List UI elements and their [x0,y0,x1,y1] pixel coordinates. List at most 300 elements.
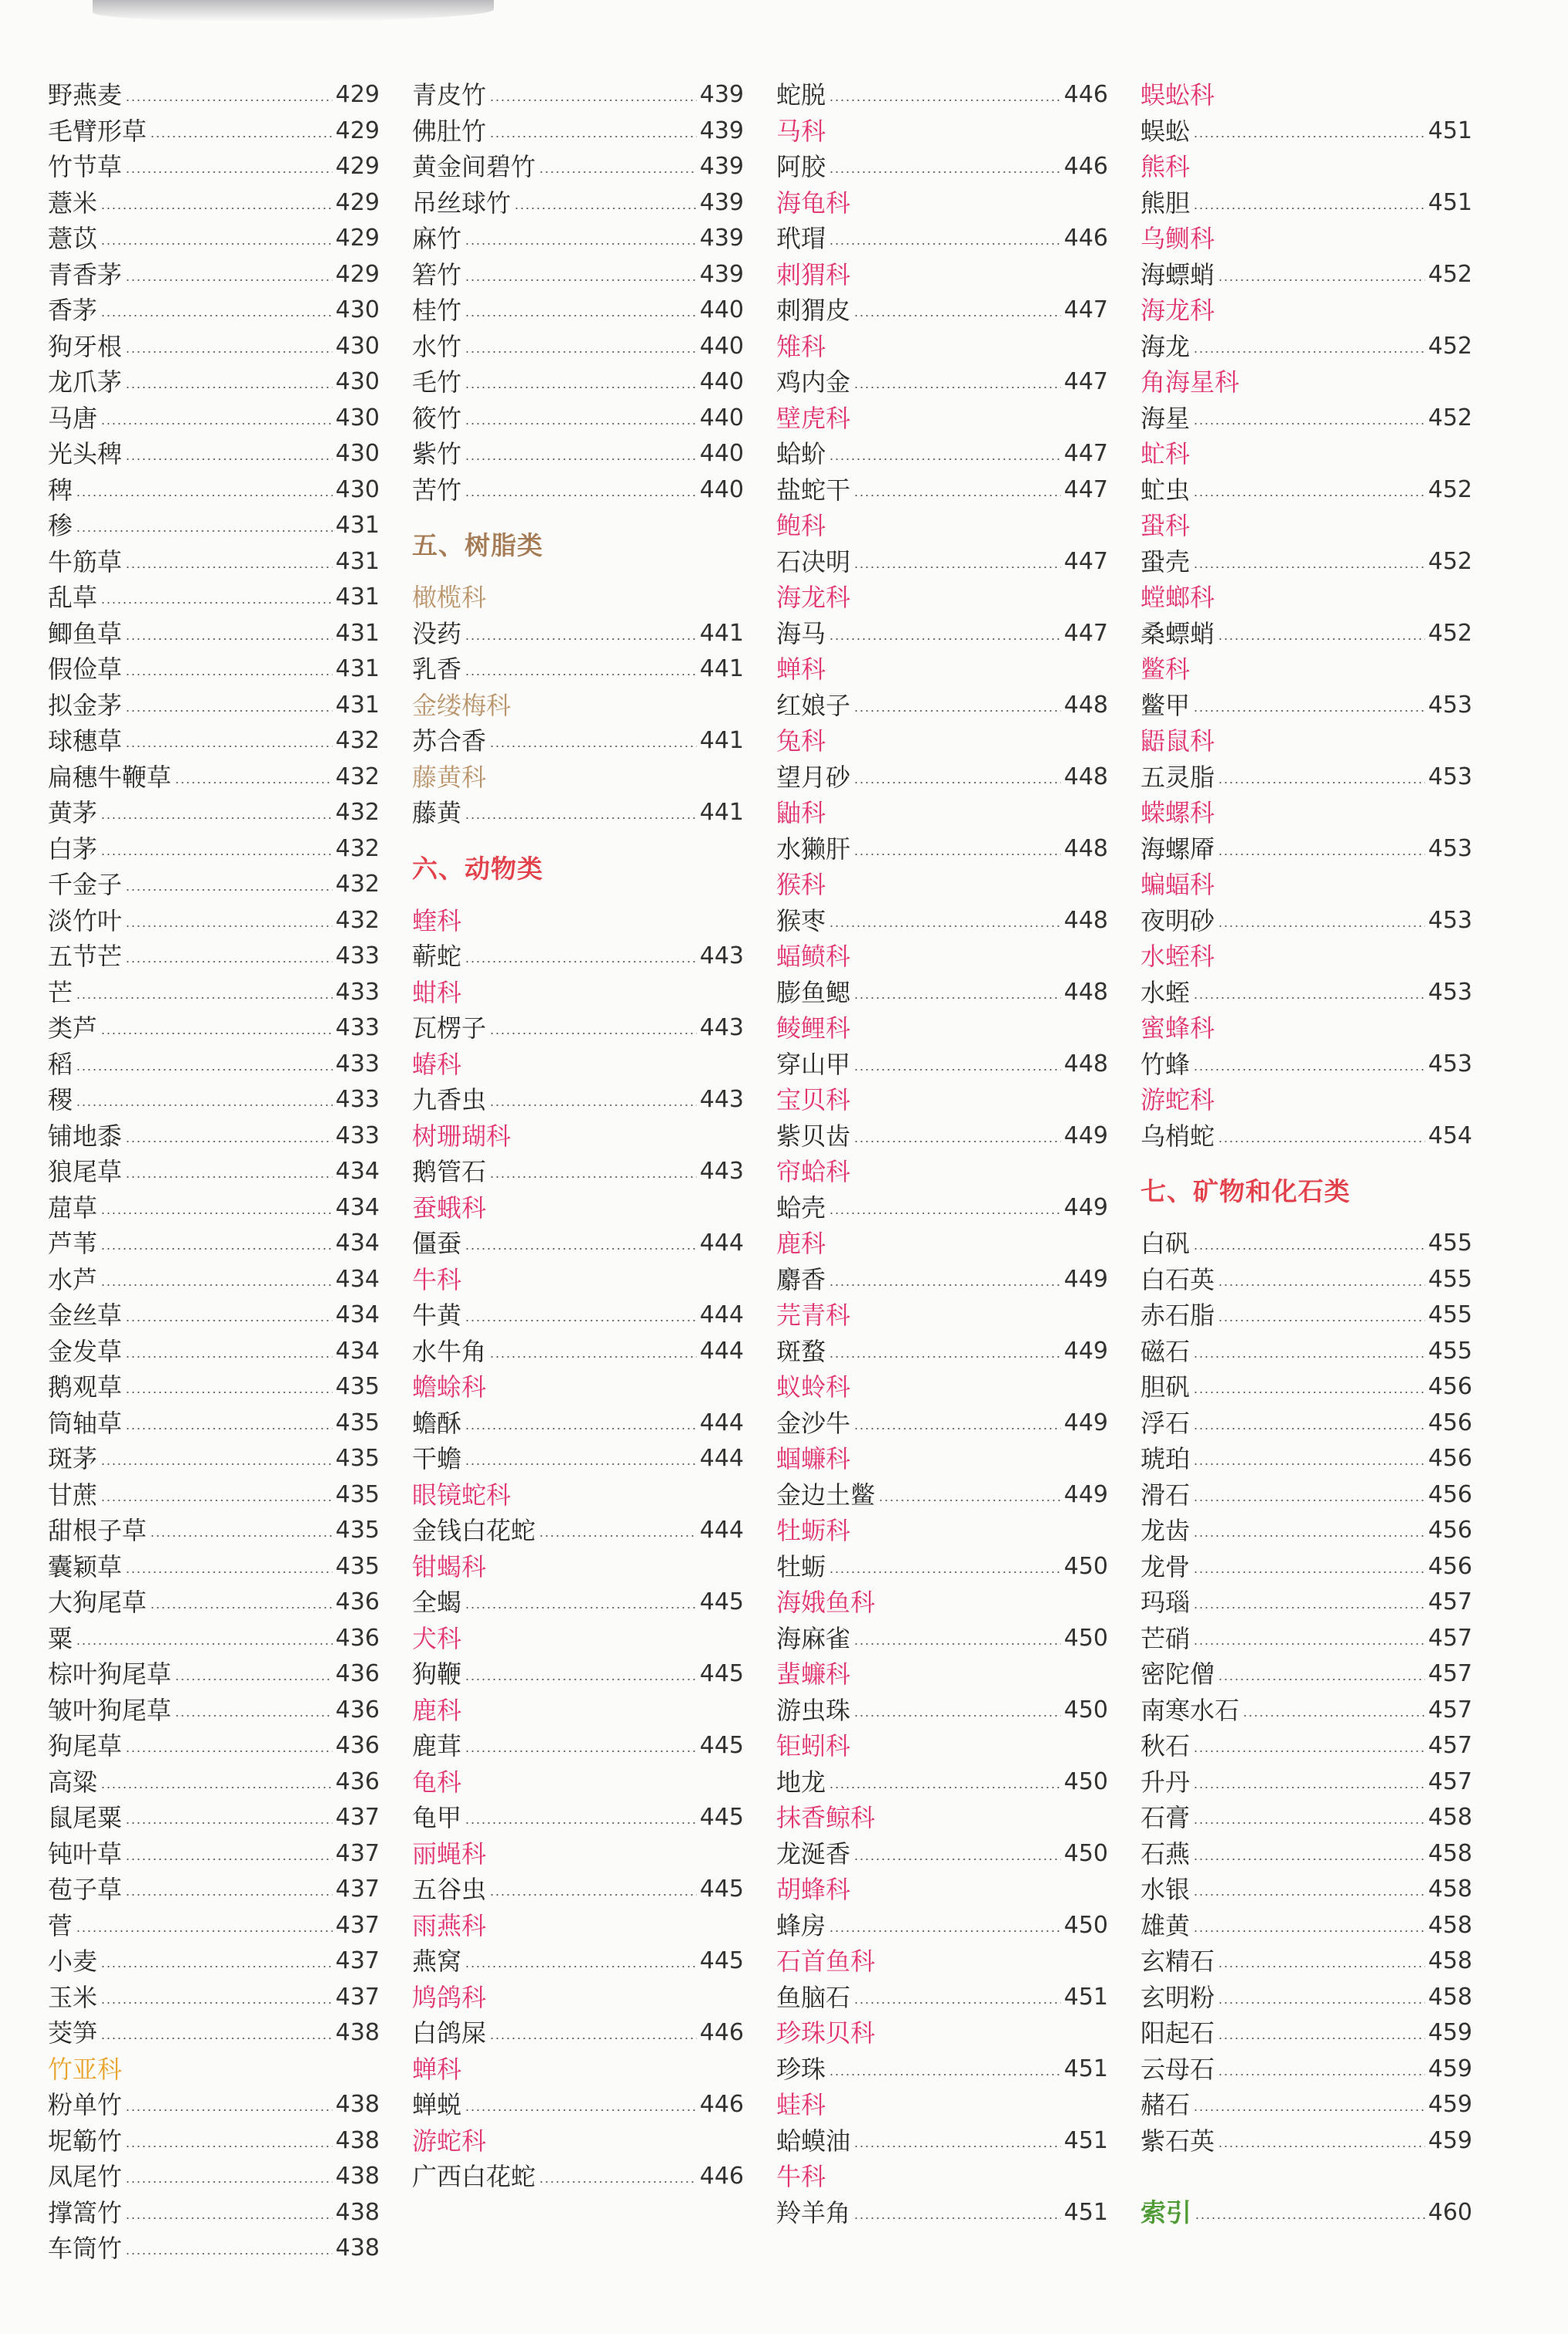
index-entry[interactable] [1141,2195,1472,2231]
entry-term: 夜明砂 [1141,905,1215,935]
toc-entry[interactable] [776,472,1108,509]
page-number: 439 [699,188,744,216]
family-label: 马科 [776,116,826,146]
toc-entry[interactable] [48,77,380,113]
toc-entry[interactable] [776,975,1108,1011]
dot-leader [539,2181,697,2183]
toc-entry[interactable] [412,1585,744,1621]
family-heading [1141,939,1472,975]
toc-entry[interactable] [1141,1118,1472,1155]
page-number: 432 [335,906,380,934]
dot-leader [853,495,1061,496]
toc-entry[interactable] [776,688,1108,724]
dot-leader [1193,1535,1425,1537]
toc-entry[interactable] [1141,1441,1472,1477]
page-number: 457 [1428,1696,1472,1723]
toc-entry[interactable] [776,903,1108,939]
family-heading [1141,364,1472,401]
toc-entry[interactable] [776,1836,1108,1872]
toc-entry[interactable] [776,2123,1108,2160]
toc-entry[interactable] [48,1943,380,1980]
toc-entry[interactable] [48,1908,380,1944]
page-number: 438 [335,2126,380,2154]
toc-entry[interactable] [48,1980,380,2016]
dot-leader [1193,1069,1425,1071]
toc-entry[interactable] [1141,688,1472,724]
dot-leader [829,1787,1061,1788]
toc-entry[interactable] [48,1621,380,1657]
toc-entry[interactable] [776,1190,1108,1226]
page-number: 434 [335,1230,380,1257]
family-heading [412,1621,744,1657]
toc-entry[interactable] [48,975,380,1011]
entry-term: 撑篙竹 [48,2197,123,2227]
family-heading [776,1872,1108,1908]
toc-entry[interactable] [48,2015,380,2052]
toc-entry[interactable] [776,1693,1108,1729]
toc-entry[interactable] [412,616,744,652]
toc-entry[interactable] [412,113,744,150]
toc-entry[interactable] [412,651,744,688]
entry-term: 金丝草 [48,1301,123,1331]
entry-term: 粉单竹 [48,2090,123,2120]
toc-entry[interactable] [1141,831,1472,868]
toc-entry[interactable] [48,759,380,796]
entry-term: 拟金茅 [48,690,123,720]
toc-entry[interactable] [1141,1980,1472,2016]
dot-leader [100,1033,333,1034]
toc-entry[interactable] [48,1872,380,1908]
page-number: 452 [1428,547,1472,575]
toc-entry[interactable] [48,1728,380,1764]
page-number: 451 [1428,188,1472,216]
entry-term: 稷 [48,1085,73,1115]
dot-leader [465,1822,697,1824]
page-number: 440 [699,475,744,503]
toc-entry[interactable] [48,1441,380,1477]
toc-entry[interactable] [48,1405,380,1442]
toc-entry[interactable] [48,2231,380,2267]
dot-leader [100,1463,333,1465]
toc-entry[interactable] [48,723,380,759]
toc-entry[interactable] [412,1082,744,1118]
family-heading [1141,651,1472,688]
entry-term: 鳖甲 [1141,690,1191,720]
toc-entry[interactable] [48,2123,380,2160]
page-number: 445 [699,1732,744,1760]
toc-entry[interactable] [1141,1836,1472,1872]
toc-entry[interactable] [48,1154,380,1190]
toc-entry[interactable] [776,1980,1108,2016]
dot-leader [125,1392,333,1393]
toc-entry[interactable] [48,1082,380,1118]
toc-entry[interactable] [48,867,380,903]
toc-entry[interactable] [48,688,380,724]
page-number: 456 [1428,1480,1472,1508]
toc-entry[interactable] [48,1262,380,1298]
entry-term: 牛筋草 [48,546,123,577]
toc-entry[interactable] [48,508,380,544]
toc-entry[interactable] [776,1477,1108,1514]
page-number: 440 [699,296,744,324]
toc-entry[interactable] [48,1836,380,1872]
page-number: 431 [335,512,380,540]
toc-entry[interactable] [1141,1369,1472,1405]
entry-term: 水芦 [48,1264,98,1294]
family-label: 芫青科 [776,1301,851,1331]
toc-entry[interactable] [1141,1728,1472,1764]
toc-entry[interactable] [48,1656,380,1693]
entry-term: 石膏 [1141,1803,1191,1833]
toc-entry[interactable] [48,293,380,329]
family-label: 海娥鱼科 [776,1588,876,1618]
entry-term: 麝香 [776,1264,826,1294]
entry-term: 小麦 [48,1947,98,1977]
entry-term: 佛肚竹 [412,116,487,146]
entry-term: 蛤蟆油 [776,2126,851,2156]
toc-entry[interactable] [1141,975,1472,1011]
entry-term: 玄精石 [1141,1947,1215,1977]
toc-entry[interactable] [48,939,380,975]
toc-entry[interactable] [48,1334,380,1370]
toc-entry[interactable] [1141,113,1472,150]
toc-entry[interactable] [412,795,744,831]
dot-leader [125,1822,333,1824]
dot-leader [465,423,697,425]
dot-leader [853,2146,1061,2147]
toc-entry[interactable] [48,436,380,472]
toc-entry[interactable] [412,1872,744,1908]
toc-entry[interactable] [48,831,380,868]
toc-entry[interactable] [776,1118,1108,1155]
dot-leader [853,315,1061,316]
toc-entry[interactable] [1141,2052,1472,2088]
toc-entry[interactable] [1141,401,1472,437]
entry-term: 九香虫 [412,1085,487,1115]
page-number: 449 [1063,1265,1108,1293]
family-heading [776,1513,1108,1549]
dot-leader [465,387,697,388]
entry-term: 水竹 [412,331,462,361]
toc-entry[interactable] [776,1621,1108,1657]
toc-entry[interactable] [412,1513,744,1549]
dot-leader [1193,1894,1425,1896]
entry-term: 狼尾草 [48,1157,123,1187]
toc-entry[interactable] [412,77,744,113]
family-heading [412,1549,744,1585]
toc-entry[interactable] [48,1297,380,1334]
toc-entry[interactable] [776,1334,1108,1370]
toc-entry[interactable] [1141,2087,1472,2123]
toc-entry[interactable] [1141,1621,1472,1657]
toc-entry[interactable] [1141,257,1472,293]
toc-entry[interactable] [1141,185,1472,222]
page-number: 436 [335,1732,380,1760]
entry-term: 密陀僧 [1141,1659,1215,1690]
toc-entry[interactable] [412,939,744,975]
dot-leader [853,1715,1061,1717]
toc-entry[interactable] [1141,1549,1472,1585]
toc-entry[interactable] [412,1010,744,1047]
entry-term: 龙骨 [1141,1551,1191,1581]
entry-term: 秋石 [1141,1731,1191,1761]
toc-entry[interactable] [48,544,380,580]
dot-leader [539,1535,697,1537]
toc-entry[interactable] [412,2087,744,2123]
page-number: 443 [699,1086,744,1114]
toc-entry[interactable] [412,1297,744,1334]
toc-entry[interactable] [48,1477,380,1514]
toc-entry[interactable] [1141,1693,1472,1729]
toc-entry[interactable] [1141,616,1472,652]
entry-term: 钝叶草 [48,1838,123,1869]
toc-entry[interactable] [412,1943,744,1980]
entry-term: 蛤壳 [776,1192,826,1223]
toc-entry[interactable] [1141,1656,1472,1693]
toc-entry[interactable] [48,1118,380,1155]
entry-term: 桂竹 [412,296,462,326]
toc-entry[interactable] [776,831,1108,868]
toc-entry[interactable] [48,795,380,831]
toc-entry[interactable] [48,580,380,616]
toc-entry[interactable] [412,1441,744,1477]
toc-entry[interactable] [412,364,744,401]
toc-entry[interactable] [412,1334,744,1370]
toc-entry[interactable] [776,544,1108,580]
toc-entry[interactable] [48,2159,380,2195]
page-number: 433 [335,1050,380,1077]
toc-entry[interactable] [48,113,380,150]
toc-entry[interactable] [776,221,1108,257]
toc-entry[interactable] [48,1047,380,1083]
entry-term: 薏苡 [48,224,98,254]
toc-entry[interactable] [776,1908,1108,1944]
toc-entry[interactable] [412,185,744,222]
page-number: 438 [335,2198,380,2226]
toc-entry[interactable] [1141,329,1472,365]
toc-entry[interactable] [48,2087,380,2123]
toc-entry[interactable] [412,1226,744,1262]
toc-entry[interactable] [48,616,380,652]
entry-term: 燕窝 [412,1947,462,1977]
toc-entry[interactable] [776,436,1108,472]
toc-entry[interactable] [1141,544,1472,580]
toc-entry[interactable] [48,1693,380,1729]
toc-entry[interactable] [776,149,1108,185]
toc-entry[interactable] [1141,1908,1472,1944]
entry-term: 狗牙根 [48,331,123,361]
toc-entry[interactable] [48,1190,380,1226]
toc-entry[interactable] [412,472,744,509]
toc-entry[interactable] [776,2195,1108,2231]
toc-entry[interactable] [776,77,1108,113]
toc-entry[interactable] [1141,1513,1472,1549]
family-label: 鼬科 [776,798,826,828]
dot-leader [100,1966,333,1967]
toc-entry[interactable] [412,1656,744,1693]
toc-entry[interactable] [48,221,380,257]
entry-term: 蜂房 [776,1910,826,1940]
toc-entry[interactable] [1141,1764,1472,1801]
page-number: 457 [1428,1732,1472,1760]
toc-entry[interactable] [48,1549,380,1585]
family-heading [776,1943,1108,1980]
toc-entry[interactable] [776,1764,1108,1801]
dot-leader [1218,1320,1425,1321]
toc-entry[interactable] [1141,1800,1472,1836]
family-heading [1141,1010,1472,1047]
toc-entry[interactable] [1141,1477,1472,1514]
dot-leader [125,567,333,568]
toc-entry[interactable] [48,364,380,401]
entry-term: 刺猬皮 [776,296,851,326]
toc-entry[interactable] [1141,1334,1472,1370]
family-label: 海龙科 [776,583,851,613]
page-number: 447 [1063,619,1108,647]
dot-leader [829,1930,1061,1932]
toc-entry[interactable] [48,257,380,293]
toc-entry[interactable] [1141,1262,1472,1298]
dot-leader [1193,1356,1425,1358]
entry-term: 金边土鳖 [776,1480,876,1510]
toc-entry[interactable] [48,1764,380,1801]
toc-entry[interactable] [48,1010,380,1047]
toc-entry[interactable] [1141,1297,1472,1334]
toc-entry[interactable] [412,2159,744,2195]
dot-leader [100,1500,333,1501]
toc-entry[interactable] [412,1405,744,1442]
toc-entry[interactable] [1141,472,1472,509]
page-number: 430 [335,296,380,324]
family-heading [776,1154,1108,1190]
toc-entry[interactable] [412,1800,744,1836]
page-number: 435 [335,1480,380,1508]
family-label: 龟科 [412,1767,462,1797]
toc-entry[interactable] [776,1047,1108,1083]
dot-leader [125,1750,333,1752]
toc-entry[interactable] [48,401,380,437]
toc-entry[interactable] [1141,2015,1472,2052]
toc-entry[interactable] [1141,2123,1472,2160]
toc-entry[interactable] [412,2015,744,2052]
dot-leader [853,710,1061,712]
toc-entry[interactable] [412,221,744,257]
toc-entry[interactable] [412,723,744,759]
entry-term: 海麻雀 [776,1623,851,1653]
toc-entry[interactable] [776,1549,1108,1585]
family-heading [1141,1082,1472,1118]
dot-leader [465,1428,697,1429]
family-label: 熊科 [1141,152,1191,182]
toc-entry[interactable] [412,257,744,293]
entry-term: 玛瑙 [1141,1588,1191,1618]
entry-term: 芒 [48,977,73,1007]
toc-entry[interactable] [1141,1047,1472,1083]
toc-entry[interactable] [1141,1585,1472,1621]
toc-entry[interactable] [48,1226,380,1262]
toc-entry[interactable] [1141,1226,1472,1262]
family-heading [412,1764,744,1801]
toc-entry[interactable] [48,472,380,509]
entry-term: 五谷虫 [412,1875,487,1905]
toc-entry[interactable] [48,149,380,185]
toc-entry[interactable] [1141,759,1472,796]
toc-entry[interactable] [412,149,744,185]
toc-entry[interactable] [412,436,744,472]
toc-entry[interactable] [412,293,744,329]
family-label: 竹亚科 [48,2054,123,2084]
entry-term: 蛇脱 [776,80,826,110]
toc-entry[interactable] [412,401,744,437]
page-number: 447 [1063,440,1108,468]
toc-entry[interactable] [48,185,380,222]
page-number: 453 [1428,834,1472,862]
entry-term: 瓦楞子 [412,1013,487,1044]
page-number: 450 [1063,1767,1108,1795]
family-label: 刺猬科 [776,259,851,289]
family-heading [412,1908,744,1944]
toc-entry[interactable] [776,364,1108,401]
family-heading [1141,867,1472,903]
toc-entry[interactable] [1141,1943,1472,1980]
dot-leader [829,638,1061,640]
dot-leader [125,1859,333,1860]
page-number: 449 [1063,1337,1108,1365]
dot-leader [100,2038,333,2039]
entry-term: 水獭肝 [776,834,851,864]
dot-leader [1193,2109,1425,2111]
toc-entry[interactable] [412,1154,744,1190]
dot-leader [465,1607,697,1608]
toc-entry[interactable] [48,1369,380,1405]
toc-entry[interactable] [48,903,380,939]
entry-term: 筒轴草 [48,1408,123,1438]
toc-entry[interactable] [776,2052,1108,2088]
toc-entry[interactable] [48,1800,380,1836]
toc-entry[interactable] [776,1405,1108,1442]
page-number: 447 [1063,475,1108,503]
dot-leader [829,100,1061,101]
toc-entry[interactable] [776,759,1108,796]
dot-leader [1193,1822,1425,1824]
toc-entry[interactable] [48,329,380,365]
dot-leader [489,100,697,101]
dot-leader [76,1069,333,1071]
dot-leader [125,171,333,173]
page-number: 433 [335,1086,380,1114]
toc-entry[interactable] [48,1585,380,1621]
toc-entry[interactable] [1141,1405,1472,1442]
toc-entry[interactable] [776,616,1108,652]
toc-entry[interactable] [48,1513,380,1549]
toc-entry[interactable] [1141,903,1472,939]
toc-entry[interactable] [48,651,380,688]
toc-entry[interactable] [48,2195,380,2231]
toc-entry[interactable] [1141,1872,1472,1908]
toc-entry[interactable] [776,293,1108,329]
entry-term: 牛黄 [412,1301,462,1331]
toc-entry[interactable] [412,329,744,365]
dot-leader [489,1356,697,1358]
page-number: 458 [1428,1876,1472,1903]
dot-leader [125,458,333,460]
toc-entry[interactable] [412,1728,744,1764]
page-number: 443 [699,942,744,970]
dot-leader [1218,1141,1425,1142]
entry-term: 光头稗 [48,439,123,469]
page-number: 453 [1428,906,1472,934]
toc-entry[interactable] [776,1262,1108,1298]
